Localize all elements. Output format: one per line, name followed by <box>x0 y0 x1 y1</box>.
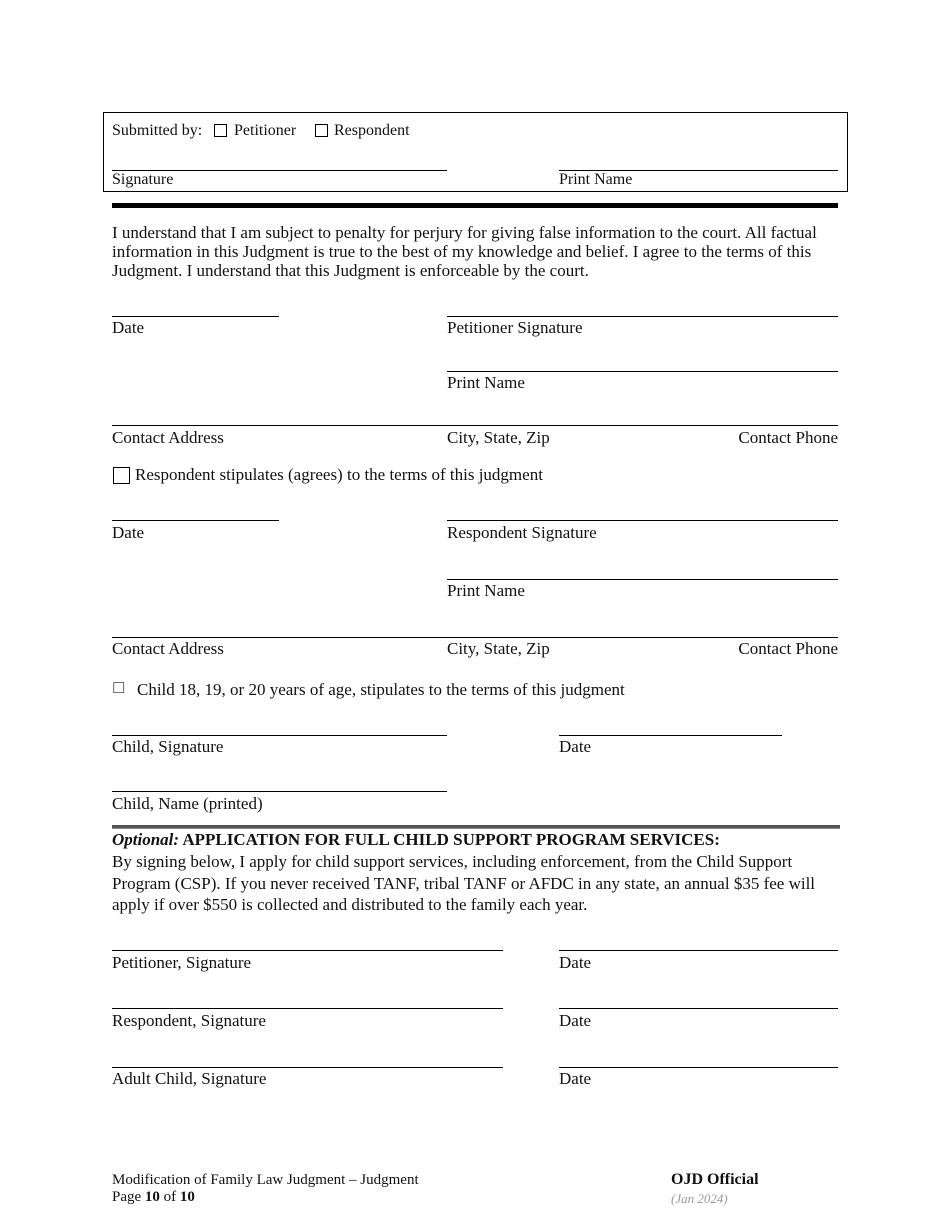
petitioner-print-name-label: Print Name <box>447 373 525 392</box>
petitioner-print-name-line[interactable] <box>447 371 838 372</box>
respondent-stipulates-label: Respondent stipulates (agrees) to the terms of this judgment <box>135 465 543 484</box>
app-petitioner-signature-line[interactable] <box>112 950 503 951</box>
footer-page-of: of <box>163 1189 177 1205</box>
child-stipulates-label: Child 18, 19, or 20 years of age, stipulates to the terms of this judgment <box>137 680 625 699</box>
footer-revision-date: (Jan 2024) <box>671 1191 728 1206</box>
respondent-contact-phone-label: Contact Phone <box>738 639 838 658</box>
petitioner-checkbox[interactable] <box>214 124 227 137</box>
app-respondent-date-line[interactable] <box>559 1008 838 1009</box>
child-date-line[interactable] <box>559 735 782 736</box>
app-adult-child-signature-label: Adult Child, Signature <box>112 1069 267 1088</box>
respondent-city-state-zip-label: City, State, Zip <box>447 639 550 658</box>
submitted-signature-label: Signature <box>112 171 174 188</box>
respondent-checkbox[interactable] <box>315 124 328 137</box>
respondent-checkbox-label: Respondent <box>334 122 410 139</box>
respondent-signature-line[interactable] <box>447 520 838 521</box>
app-petitioner-date-line[interactable] <box>559 950 838 951</box>
petitioner-date-line[interactable] <box>112 316 279 317</box>
respondent-signature-label: Respondent Signature <box>447 523 597 542</box>
petitioner-date-label: Date <box>112 318 145 337</box>
app-respondent-signature-line[interactable] <box>112 1008 503 1009</box>
petitioner-contact-phone-label: Contact Phone <box>738 428 838 447</box>
optional-label: Optional: <box>112 830 180 849</box>
perjury-declaration: I understand that I am subject to penalty for perjury for giving false information to the court. All factual information in this Judgment is true to the best of my knowledge and belief. I agree to the terms of this Judgment. I understand that this Judgment is enforceable by the court. <box>112 223 817 280</box>
petitioner-signature-label: Petitioner Signature <box>447 318 583 337</box>
footer-form-title: Modification of Family Law Judgment – Judgment <box>112 1172 419 1188</box>
app-respondent-signature-label: Respondent, Signature <box>112 1011 266 1030</box>
child-signature-line[interactable] <box>112 735 447 736</box>
petitioner-checkbox-label: Petitioner <box>234 122 297 139</box>
section-divider <box>112 203 838 208</box>
respondent-stipulates-checkbox[interactable] <box>113 467 130 484</box>
child-date-label: Date <box>559 737 592 756</box>
footer-page-prefix: Page <box>112 1189 142 1205</box>
respondent-contact-address-label: Contact Address <box>112 639 224 658</box>
respondent-contact-line[interactable] <box>112 637 838 638</box>
app-adult-child-signature-line[interactable] <box>112 1067 503 1068</box>
respondent-print-name-line[interactable] <box>447 579 838 580</box>
footer-ojd-official: OJD Official <box>671 1171 759 1188</box>
app-adult-child-date-label: Date <box>559 1069 592 1088</box>
child-name-line[interactable] <box>112 791 447 792</box>
submitted-by-label: Submitted by: <box>112 122 203 139</box>
application-body: By signing below, I apply for child support services, including enforcement, from the Child Support Program (CSP). If you never received TANF, tribal TANF or AFDC in any state, an annual $35 fee will apply if over $550 is collected and distributed to the family each year. <box>112 852 816 914</box>
submitted-print-name-label: Print Name <box>559 171 633 188</box>
app-adult-child-date-line[interactable] <box>559 1067 838 1068</box>
app-petitioner-signature-label: Petitioner, Signature <box>112 953 252 972</box>
petitioner-city-state-zip-label: City, State, Zip <box>447 428 550 447</box>
footer-page-number <box>112 1189 195 1206</box>
petitioner-contact-line[interactable] <box>112 425 838 426</box>
respondent-date-line[interactable] <box>112 520 279 521</box>
footer-page-current: 10 <box>144 1189 160 1205</box>
respondent-date-label: Date <box>112 523 145 542</box>
footer-page-total: 10 <box>179 1189 195 1205</box>
respondent-print-name-label: Print Name <box>447 581 525 600</box>
child-name-label: Child, Name (printed) <box>112 794 263 813</box>
application-heading <box>112 830 840 849</box>
petitioner-signature-line[interactable] <box>447 316 838 317</box>
section-divider-double <box>112 825 840 829</box>
app-respondent-date-label: Date <box>559 1011 592 1030</box>
petitioner-contact-address-label: Contact Address <box>112 428 224 447</box>
application-title: APPLICATION FOR FULL CHILD SUPPORT PROGRAM SERVICES: <box>182 830 720 849</box>
child-signature-label: Child, Signature <box>112 737 224 756</box>
app-petitioner-date-label: Date <box>559 953 592 972</box>
child-stipulates-checkbox[interactable]: ☐ <box>112 681 126 697</box>
